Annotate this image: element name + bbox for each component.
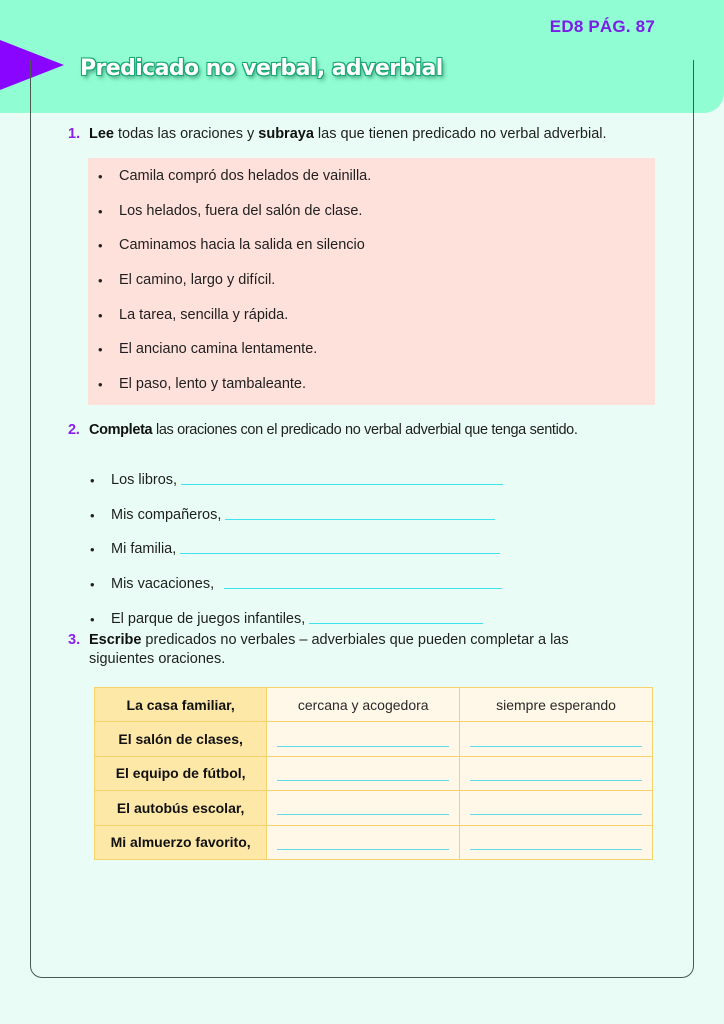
completion-item	[90, 594, 510, 629]
sentence-text[interactable]: El anciano camina lentamente.	[119, 341, 318, 358]
answer-cell[interactable]	[460, 722, 653, 756]
instruction-text-continued: siguientes oraciones.	[89, 651, 226, 667]
bullet-icon: •	[90, 507, 95, 523]
sentence-text[interactable]: La tarea, sencilla y rápida.	[119, 306, 289, 323]
table-row	[95, 825, 653, 859]
example-answer: siempre esperando	[460, 688, 653, 722]
instruction-verb: Escribe	[89, 632, 142, 648]
sentence-text[interactable]: Camila compró dos helados de vainilla.	[119, 168, 372, 184]
completion-label: El parque de juegos infantiles,	[111, 610, 306, 627]
sentence-text[interactable]: El camino, largo y difícil.	[119, 272, 276, 289]
bullet-icon: •	[98, 342, 103, 358]
answer-cell[interactable]	[460, 756, 653, 790]
completion-item	[90, 455, 510, 490]
row-label: El salón de clases,	[95, 722, 267, 756]
bullet-icon: •	[90, 611, 95, 627]
bullet-icon: •	[90, 472, 95, 488]
sentence-item[interactable]	[98, 202, 655, 237]
table-row	[95, 722, 653, 756]
instruction-text: todas las oraciones y	[114, 126, 259, 142]
instruction-text: predicados no verbales – adverbiales que pueden completar a las	[141, 632, 569, 648]
predicate-table	[94, 687, 653, 860]
completion-label: Mi familia,	[111, 541, 177, 558]
answer-blank[interactable]	[277, 746, 449, 747]
sentence-item[interactable]	[98, 340, 655, 375]
page-title: Predicado no verbal, adverbial	[80, 56, 443, 81]
answer-blank[interactable]	[277, 780, 449, 781]
completion-label: Mis vacaciones,	[111, 576, 215, 593]
answer-blank[interactable]	[470, 849, 642, 850]
row-label: El equipo de fútbol,	[95, 756, 267, 790]
completion-label: Los libros,	[111, 471, 178, 488]
question-2	[68, 421, 578, 440]
bullet-icon: •	[90, 542, 95, 558]
completion-item	[90, 525, 510, 560]
answer-blank[interactable]	[309, 611, 483, 624]
sentence-box	[88, 158, 655, 405]
bullet-icon: •	[98, 169, 103, 184]
bullet-icon: •	[98, 203, 103, 219]
answer-blank[interactable]	[224, 576, 502, 589]
completion-list	[90, 455, 510, 629]
answer-blank[interactable]	[470, 746, 642, 747]
instruction-text: las que tienen predicado no verbal adverbial.	[313, 126, 607, 142]
instruction-text: las oraciones con el predicado no verbal adverbial que tenga sentido.	[152, 422, 578, 438]
question-number: 1.	[68, 126, 81, 142]
example-answer: cercana y acogedora	[267, 688, 460, 722]
sentence-item[interactable]	[98, 306, 655, 341]
sentence-item[interactable]	[98, 271, 655, 306]
table-row	[95, 756, 653, 790]
instruction-verb: Lee	[89, 126, 114, 142]
answer-blank[interactable]	[225, 507, 495, 520]
answer-blank[interactable]	[277, 849, 449, 850]
sentence-text[interactable]: Caminamos hacia la salida en silencio	[119, 237, 365, 254]
answer-cell[interactable]	[267, 722, 460, 756]
sentence-item[interactable]	[98, 167, 655, 202]
answer-blank[interactable]	[470, 780, 642, 781]
answer-cell[interactable]	[460, 825, 653, 859]
bullet-icon: •	[98, 307, 103, 323]
table-row	[95, 791, 653, 825]
answer-blank[interactable]	[470, 814, 642, 815]
question-number: 3.	[68, 632, 81, 648]
row-label: La casa familiar,	[95, 688, 267, 722]
sentence-text[interactable]: El paso, lento y tambaleante.	[119, 376, 307, 393]
page-reference: ED8 PÁG. 87	[549, 17, 655, 36]
answer-cell[interactable]	[267, 825, 460, 859]
bullet-icon: •	[98, 273, 103, 289]
sentence-item[interactable]	[98, 375, 655, 410]
question-1	[68, 125, 607, 144]
bullet-icon: •	[98, 238, 103, 254]
instruction-verb: subraya	[258, 126, 314, 142]
bullet-icon: •	[90, 577, 95, 593]
answer-blank[interactable]	[180, 541, 500, 554]
sentence-text[interactable]: Los helados, fuera del salón de clase.	[119, 202, 363, 219]
row-label: Mi almuerzo favorito,	[95, 825, 267, 859]
answer-cell[interactable]	[460, 791, 653, 825]
completion-item	[90, 559, 510, 594]
answer-cell[interactable]	[267, 756, 460, 790]
question-number: 2.	[68, 422, 80, 438]
table-row	[95, 688, 653, 722]
sentence-list	[88, 158, 655, 410]
completion-item	[90, 490, 510, 525]
answer-cell[interactable]	[267, 791, 460, 825]
sentence-item[interactable]	[98, 236, 655, 271]
answer-blank[interactable]	[181, 472, 503, 485]
row-label: El autobús escolar,	[95, 791, 267, 825]
bullet-icon: •	[98, 377, 103, 393]
completion-label: Mis compañeros,	[111, 506, 222, 523]
answer-blank[interactable]	[277, 814, 449, 815]
question-3	[68, 631, 656, 669]
instruction-verb: Completa	[89, 422, 153, 438]
